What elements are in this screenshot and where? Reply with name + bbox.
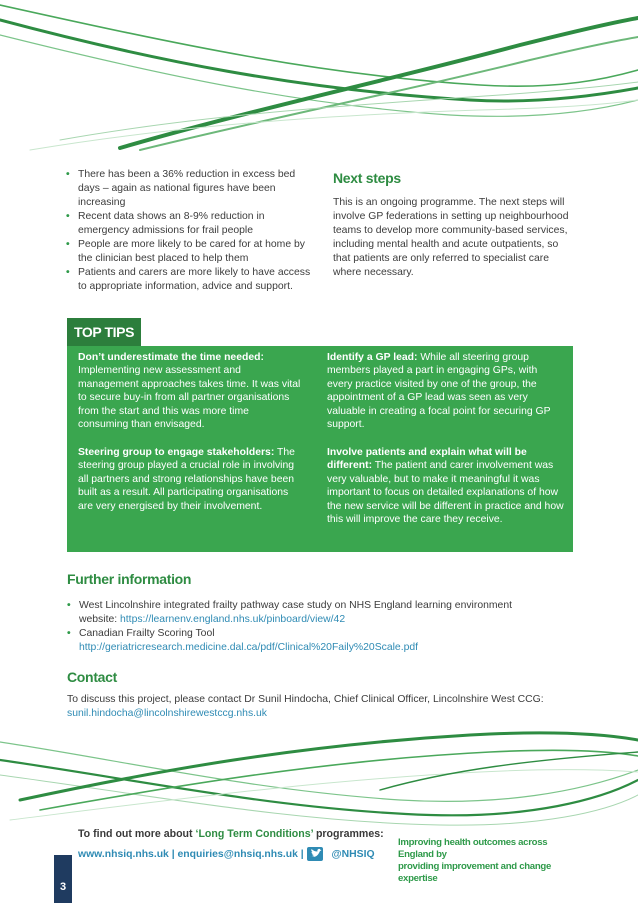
footer-title: To find out more about ‘Long Term Conditions’ programmes: [78, 828, 384, 840]
list-item: • People are more likely to be cared for at home by the clinician best placed to help them [66, 238, 311, 266]
tip-title: Identify a GP lead: [327, 352, 418, 363]
top-tips-tab: TOP TIPS [67, 318, 141, 346]
twitter-handle-link[interactable]: @NHSIQ [331, 848, 375, 860]
tip-text: The steering group played a crucial role in involving all partners and strong relationships have been built as a result. All participating organisations are very energised by their involvement. [78, 447, 295, 512]
website-link[interactable]: www.nhsiq.nhs.uk [78, 848, 169, 860]
tip-text: The patient and carer involvement was very valuable, but to make it meaningful it was important to focus on detailed explanations of how the new service will be different in practice and how this will improve the care they receive. [327, 460, 564, 526]
next-steps-heading: Next steps [333, 170, 401, 186]
contact-text: To discuss this project, please contact Dr Sunil Hindocha, Chief Clinical Officer, Lincolnshire West CCG: sunil.hindocha@lincolnshirewestccg.nhs.uk [67, 694, 544, 719]
list-item: • Patients and carers are more likely to have access to appropriate information, advice and support. [66, 266, 311, 294]
frailty-scale-link[interactable]: http://geriatricresearch.medicine.dal.ca/pdf/Clinical%20Faily%20Scale.pdf [79, 642, 419, 653]
enquiries-email-link[interactable]: enquiries@nhsiq.nhs.uk [177, 848, 298, 860]
page-number: 3 [54, 855, 72, 903]
contact-section [67, 669, 547, 721]
tip-gp-lead [327, 351, 565, 431]
twitter-icon[interactable] [307, 847, 323, 861]
tip-text: While all steering group members played a part in engaging GPs, with every practice visited by one of the group, the appointment of a GP lead was seen as very valuable in creating a focal point for securing GP support. [327, 352, 551, 431]
tip-involve-patients [327, 446, 565, 526]
outcomes-list [66, 168, 311, 294]
further-information-heading: Further information [67, 571, 192, 587]
contact-heading: Contact [67, 669, 118, 685]
further-information-section [67, 571, 547, 655]
next-steps-section [333, 170, 577, 280]
footer-tagline: Improving health outcomes across England by providing improvement and change expertise [398, 837, 551, 884]
tip-title: Involve patients and explain what will be different: [327, 447, 527, 472]
footer-links: www.nhsiq.nhs.uk | enquiries@nhsiq.nhs.uk | @NHSIQ [78, 848, 375, 860]
list-item: • Recent data shows an 8-9% reduction in emergency admissions for frail people [66, 210, 311, 238]
contact-email-link[interactable]: sunil.hindocha@lincolnshirewestccg.nhs.uk [67, 708, 267, 719]
tip-steering-group [78, 446, 301, 513]
list-item: • Canadian Frailty Scoring Tool http://geriatricresearch.medicine.dal.ca/pdf/Clinical%20Faily%20Scale.pdf [67, 627, 547, 655]
learnenv-link[interactable]: https://learnenv.england.nhs.uk/pinboard/view/42 [120, 614, 346, 625]
tip-title: Steering group to engage stakeholders: [78, 447, 275, 458]
footer-find-out [78, 828, 398, 861]
tip-time-needed [78, 351, 301, 431]
list-item: • West Lincolnshire integrated frailty pathway case study on NHS England learning environment website: https://learnenv.england.nhs.uk/pinboard/view/42 [67, 599, 547, 627]
tip-title: Don’t underestimate the time needed: [78, 352, 264, 363]
tip-text: Implementing new assessment and management approaches takes time. It was vital to secure buy-in from all partner organisations from the start and this was more time consuming than envisaged. [78, 365, 301, 431]
list-item: • There has been a 36% reduction in excess bed days – again as national figures have been increasing [66, 168, 311, 210]
next-steps-text: This is an ongoing programme. The next steps will involve GP federations in setting up neighbourhood teams to develop more community-based services, including mental health and acute outpatients, so that patients are only referred to specialist care where necessary. [333, 197, 569, 278]
